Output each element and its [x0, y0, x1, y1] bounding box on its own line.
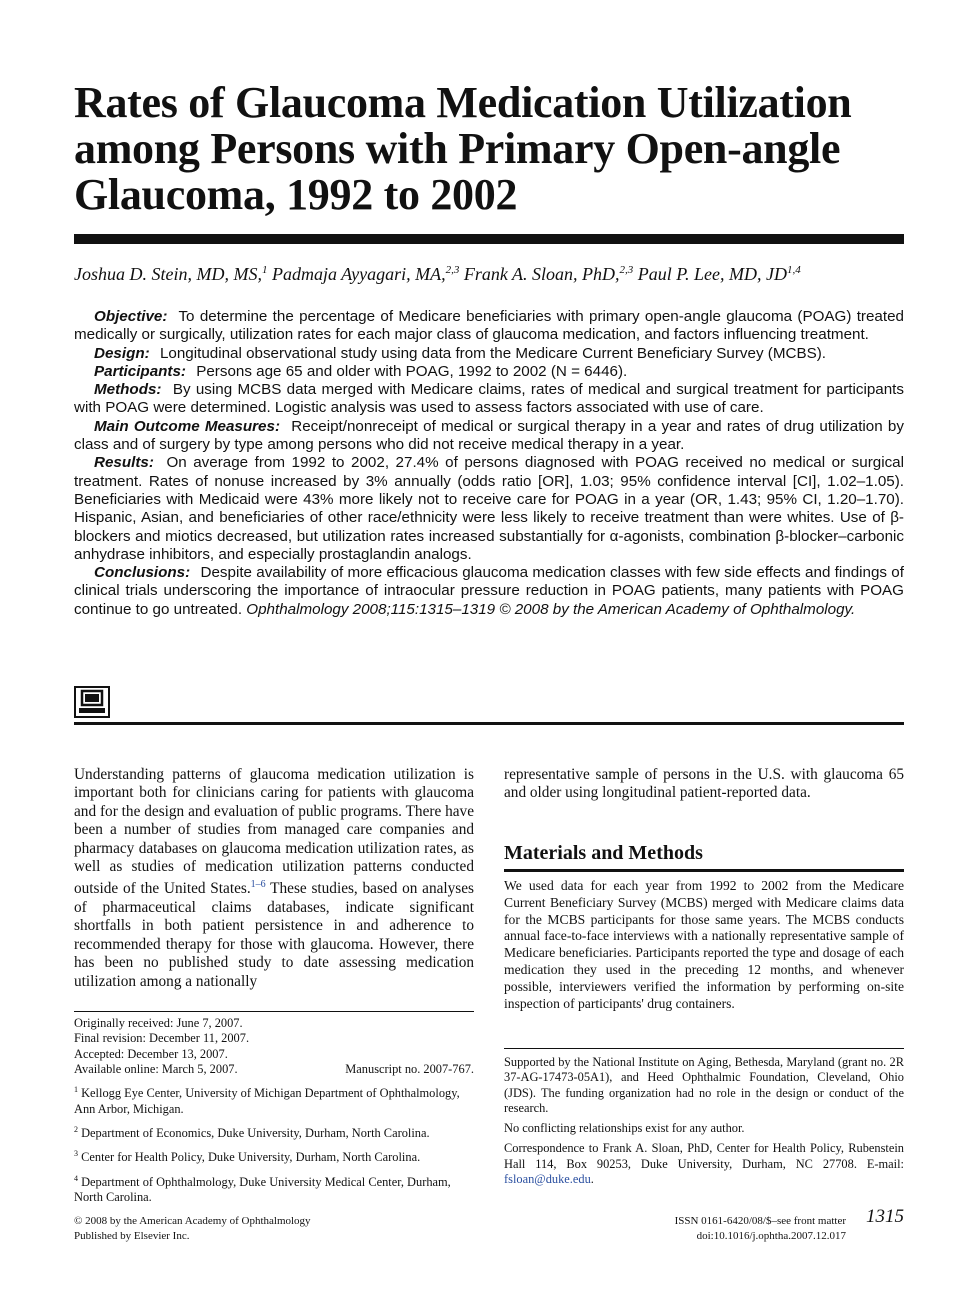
- author: Joshua D. Stein, MD, MS,: [74, 264, 262, 284]
- abstract-methods: [74, 381, 904, 418]
- abstract-text: Receipt/nonreceipt of medical or surgical therapy in a year and rates of drug utilization by class and of surgery by type among persons who did not receive medical therapy in a year.: [74, 417, 904, 454]
- section-divider: [74, 722, 904, 725]
- correspondence-note: [504, 1141, 904, 1187]
- revision-date: Final revision: December 11, 2007.: [74, 1031, 250, 1046]
- page-number: 1315: [866, 1206, 904, 1227]
- author-list: [74, 264, 904, 285]
- copyright: © 2008 by the American Academy of Ophthalmology: [74, 1215, 311, 1227]
- abstract-label: Participants:: [94, 362, 186, 380]
- footnotes-left: [74, 1016, 474, 1205]
- citation: Ophthalmology 2008;115:1315–1319 © 2008 by the American Academy of Ophthalmology.: [246, 600, 856, 618]
- footnotes-right: [504, 1055, 904, 1192]
- author-affiliation: 2,3: [445, 264, 460, 276]
- methods-paragraph: We used data for each year from 1992 to 2002 from the Medicare Current Beneficiary Survey (MCBS) merged with Medicare claims data for the MCBS participants for those same years. The MCBS conducts annual face-to-face interviews with a nationally representative sample of Medicare beneficiaries. Participants reported the type and dosage of each medication they used in the preceding 12 months, and whenever possible, interviewers verified the information by performing on-site inspection of participants' drug containers.: [504, 878, 904, 1011]
- computer-icon: [74, 686, 110, 718]
- abstract-text: Longitudinal observational study using data from the Medicare Current Beneficiary Survey (MCBS).: [159, 344, 826, 362]
- affiliation-number: 3: [74, 1149, 78, 1159]
- affiliation: [74, 1082, 474, 1117]
- intro-continued: representative sample of persons in the U.S. with glaucoma 65 and older using longitudinal patient-reported data.: [504, 766, 904, 802]
- publisher: Published by Elsevier Inc.: [74, 1230, 190, 1242]
- affiliation-text: Department of Economics, Duke University, Durham, North Carolina.: [81, 1126, 430, 1141]
- abstract-label: Design:: [94, 344, 150, 362]
- intro-column-right: [504, 766, 904, 803]
- abstract-conclusions: [74, 564, 904, 619]
- affiliation-text: Department of Ophthalmology, Duke University Medical Center, Durham, North Carolina.: [74, 1174, 451, 1205]
- author-affiliation: 1,4: [786, 264, 801, 276]
- affiliation-number: 2: [74, 1124, 78, 1134]
- abstract-text: Persons age 65 and older with POAG, 1992 to 2002 (N = 6446).: [196, 362, 628, 380]
- email-link[interactable]: fsloan@duke.edu: [504, 1172, 591, 1187]
- online-row: [74, 1062, 474, 1077]
- funding-note: Supported by the National Institute on Aging, Bethesda, Maryland (grant no. 2R 37-AG-17473-05A1), and Heed Ophthalmic Foundation, Cleveland, Ohio (JDS). The funding organization had no role in the design or conduct of the research.: [504, 1055, 904, 1115]
- affiliation: [74, 1171, 474, 1206]
- abstract-design: [74, 345, 904, 363]
- author-affiliation: 1: [261, 264, 268, 276]
- affiliation-number: 4: [74, 1173, 78, 1183]
- intro-paragraph: [74, 766, 474, 991]
- intro-text: Understanding patterns of glaucoma medication utilization is important both for clinicians caring for patients with glaucoma and for the design and evaluation of public programs. There have been a number of studies from managed care companies and pharmacy databases on glaucoma medication utilization rates, as well as studies of medication utilization patterns conducted outside of the United States.: [74, 766, 474, 898]
- section-heading-rule: [504, 869, 904, 872]
- abstract-text: Despite availability of more efficacious glaucoma medication classes with few side effects and findings of clinical trials underscoring the importance of intraocular pressure reduction in POAG patients, many patients with POAG continue to go untreated.: [74, 564, 904, 618]
- abstract-text: On average from 1992 to 2002, 27.4% of persons diagnosed with POAG received no medical or surgical treatment. Rates of nonuse increased by 3% annually (odds ratio [OR], 1.03; 95% confidence interval [CI], 1.02–1.05). Beneficiaries with Medicaid were 43% more likely not to receive care for POAG in a year (OR, 1.43; 95% CI, 1.20–1.70). Hispanic, Asian, and beneficiaries of other race/ethnicity were less likely to receive treatment than were whites. Use of β-blockers and miotics decreased, but utilization rates increased substantially for α-agonists, combination β-blocker–carbonic anhydrase inhibitors, and especially prostaglandin analogs.: [74, 454, 904, 563]
- abstract-label: Main Outcome Measures:: [94, 417, 281, 435]
- author-affiliation: 2,3: [619, 264, 634, 276]
- issn: ISSN 0161-6420/08/$–see front matter: [674, 1215, 846, 1227]
- footer-right: [620, 1214, 846, 1244]
- abstract-results: [74, 454, 904, 564]
- footer-left: [74, 1214, 474, 1244]
- abstract-outcome: [74, 418, 904, 455]
- reference-link[interactable]: 1–6: [250, 879, 266, 891]
- affiliation-text: Center for Health Policy, Duke University, Durham, North Carolina.: [81, 1150, 421, 1165]
- author: Frank A. Sloan, PhD,: [463, 264, 620, 284]
- abstract-objective: [74, 308, 904, 345]
- section-heading: Materials and Methods: [504, 842, 703, 864]
- abstract: [74, 308, 904, 619]
- affiliation: [74, 1122, 474, 1141]
- footnote-rule-right: [504, 1048, 904, 1049]
- affiliation-text: Kellogg Eye Center, University of Michigan Department of Ophthalmology, Ann Arbor, Michigan.: [74, 1086, 460, 1116]
- affiliation: [74, 1146, 474, 1165]
- footnote-rule-left: [74, 1011, 474, 1012]
- methods-column: [504, 878, 904, 1012]
- title-rule: [74, 234, 904, 244]
- doi: doi:10.1016/j.ophtha.2007.12.017: [696, 1230, 846, 1242]
- abstract-label: Methods:: [94, 381, 162, 399]
- intro-text: These studies, based on analyses of pharmaceutical claims databases, indicate significant shortfalls in both patient persistence in and adherence to recommended therapy for those with glaucoma. However, there has been no published study to date assessing medication utilization among a nationally: [74, 880, 474, 990]
- abstract-label: Conclusions:: [94, 564, 191, 582]
- received-date: Originally received: June 7, 2007.: [74, 1016, 243, 1030]
- abstract-label: Results:: [94, 454, 154, 472]
- article-title: Rates of Glaucoma Medication Utilization among Persons with Primary Open-angle Glaucoma, 1992 to 2002: [74, 78, 852, 219]
- author: Paul P. Lee, MD, JD: [637, 264, 787, 284]
- affiliation-number: 1: [74, 1085, 78, 1095]
- accepted-date: Accepted: December 13, 2007.: [74, 1046, 228, 1061]
- correspondence-text: Correspondence to Frank A. Sloan, PhD, Center for Health Policy, Rubenstein Hall 114, Box 90253, Duke University, Durham, NC 27708. E-mail:: [504, 1141, 904, 1171]
- abstract-text: By using MCBS data merged with Medicare claims, rates of medical and surgical treatment for participants with POAG were determined. Logistic analysis was used to assess factors associated with use of care.: [74, 381, 904, 417]
- conflict-note: No conflicting relationships exist for any author.: [504, 1121, 745, 1136]
- author: Padmaja Ayyagari, MA,: [271, 264, 446, 284]
- intro-column-left: [74, 766, 474, 991]
- manuscript-number: Manuscript no. 2007-767.: [345, 1061, 474, 1076]
- online-date: Available online: March 5, 2007.: [74, 1061, 238, 1076]
- correspondence-end: .: [590, 1172, 594, 1187]
- abstract-text: To determine the percentage of Medicare beneficiaries with primary open-angle glaucoma (POAG) treated medically or surgically, utilization rates for each major class of glaucoma medication, and factors influencing treatment.: [74, 308, 904, 344]
- abstract-label: Objective:: [94, 308, 168, 325]
- abstract-participants: [74, 363, 904, 381]
